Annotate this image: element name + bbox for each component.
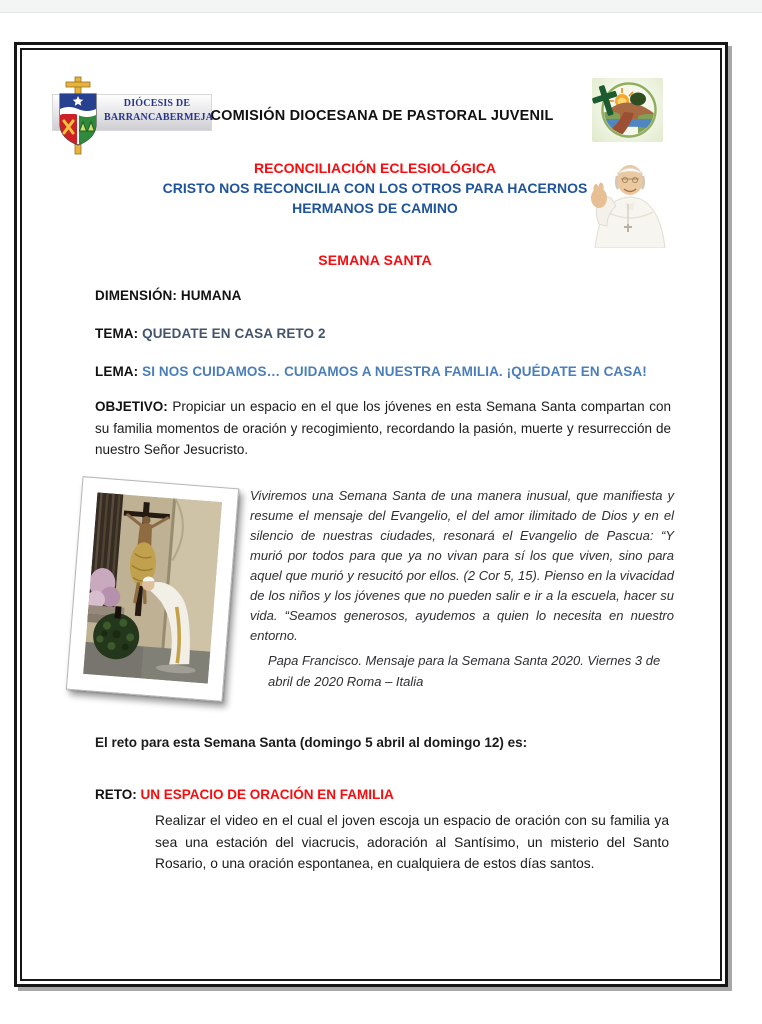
- dimension-value: HUMANA: [180, 288, 242, 303]
- page-border-frame: [14, 42, 728, 987]
- objetivo-paragraph: [95, 396, 671, 461]
- tema-value: QUEDATE EN CASA RETO 2: [142, 326, 326, 341]
- pastoral-juvenil-logo-icon: [592, 78, 663, 142]
- diocese-name-line1: DIÓCESIS DE: [123, 98, 191, 109]
- main-title: RECONCILIACIÓN ECLESIOLÓGICA: [254, 160, 496, 176]
- objetivo-value: Propiciar un espacio en el que los jóvenes en esta Semana Santa compartan con su familia momentos de oración y recogimiento, recordando la pasión, muerte y resurrección de nuestro Señor Jesucristo.: [95, 399, 671, 457]
- lema-value: SI NOS CUIDAMOS… CUIDAMOS A NUESTRA FAMILIA. ¡QUÉDATE EN CASA!: [142, 364, 647, 379]
- dimension-label: DIMENSIÓN:: [95, 288, 177, 303]
- lema-label: LEMA:: [95, 364, 139, 379]
- document-headings: [95, 158, 655, 218]
- tema-row: [95, 326, 675, 341]
- crucifix-photo-image: [83, 492, 222, 683]
- diocese-name-line2: BARRANCABERMEJA: [104, 111, 214, 123]
- tema-label: TEMA:: [95, 326, 139, 341]
- viewer-top-strip: [0, 0, 762, 13]
- subtitle-line-2: HERMANOS DE CAMINO: [292, 200, 458, 216]
- diocese-crest-icon: [54, 76, 102, 156]
- objetivo-label: OBJETIVO:: [95, 399, 168, 414]
- lema-row: [95, 364, 675, 379]
- photo-frame: [66, 476, 239, 702]
- subtitle-line-1: CRISTO NOS RECONCILIA CON LOS OTROS PARA HACERNOS: [162, 180, 588, 196]
- reto-detail-paragraph: Realizar el video en el cual el joven escoja un espacio de oración con su familia ya sea una estación del viacrucis, adoración al Santísimo, un misterio del Santo Rosario, o una oración espontanea, en cualquiera de estos días santos.: [155, 813, 669, 871]
- quote-paragraph: Viviremos una Semana Santa de una manera inusual, que manifiesta y resume el mensaje del Evangelio, el del amor ilimitado de Dios y en el silencio de nuestras ciudades, resonará el Evangelio de Pascua: “Y murió por todos para que ya no vivan para sí los que viven, sino para aquel que murió y resucitó por ellos. (2 Cor 5, 15). Pienso en la vivacidad de los niños y los jóvenes que no pueden salir e ir a la escuela, hacer su vida. “Seamos generosos, ayudemos a quien lo necesita en nuestro entorno.: [250, 488, 674, 643]
- season-title: SEMANA SANTA: [318, 252, 432, 268]
- reto-value: UN ESPACIO DE ORACIÓN EN FAMILIA: [140, 787, 394, 802]
- page-title: COMISIÓN DIOCESANA DE PASTORAL JUVENIL: [210, 108, 554, 124]
- reto-row: [95, 787, 671, 802]
- page-border-inner: [20, 48, 722, 981]
- reto-intro: El reto para esta Semana Santa (domingo 5 abril al domingo 12) es:: [95, 735, 528, 750]
- dimension-row: [95, 288, 675, 303]
- reto-label: RETO:: [95, 787, 137, 802]
- quote-attribution: Papa Francisco. Mensaje para la Semana Santa 2020. Viernes 3 de abril de 2020 Roma – Italia: [268, 653, 661, 689]
